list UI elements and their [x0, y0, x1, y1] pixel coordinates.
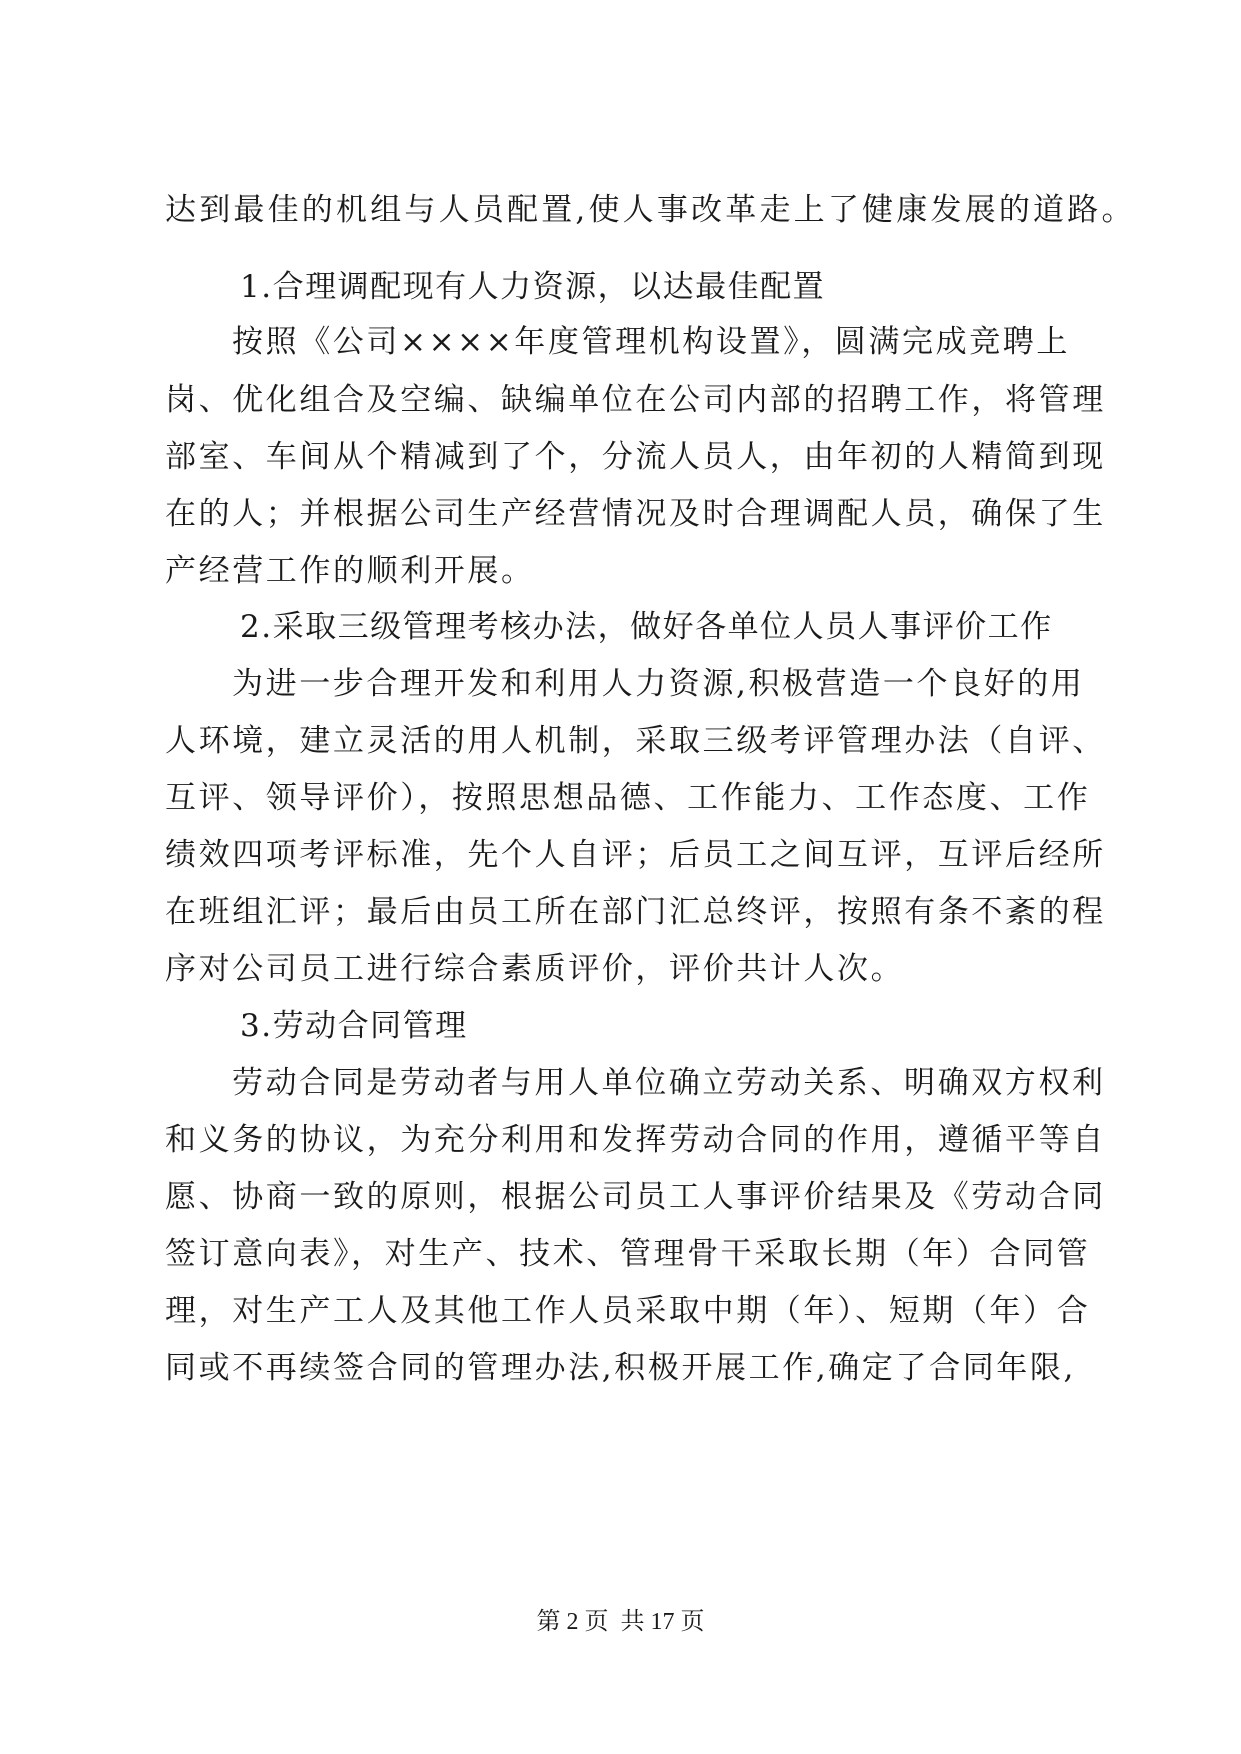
body-text-line: 达到最佳的机组与人员配置,使人事改革走上了健康发展的道路。 — [165, 192, 1136, 228]
page-total: 共 17 页 — [620, 1609, 705, 1635]
body-text-line: 绩效四项考评标准，先个人自评；后员工之间互评，互评后经所 — [165, 837, 1106, 873]
body-text-line: 在班组汇评；最后由员工所在部门汇总终评，按照有条不紊的程 — [165, 894, 1106, 930]
body-text-line: 同或不再续签合同的管理办法,积极开展工作,确定了合同年限, — [165, 1350, 1076, 1386]
body-text-line: 序对公司员工进行综合素质评价，评价共计人次。 — [165, 951, 905, 987]
section-heading: 3.劳动合同管理 — [240, 1008, 468, 1044]
body-text-line: 理，对生产工人及其他工作人员采取中期（年）、短期（年）合 — [165, 1293, 1091, 1329]
paragraph-first-line: 劳动合同是劳动者与用人单位确立劳动关系、明确双方权利 — [232, 1065, 1106, 1101]
paragraph-first-line: 为进一步合理开发和利用人力资源,积极营造一个良好的用 — [232, 666, 1085, 702]
page-number: 第 2 页 — [536, 1609, 609, 1635]
body-text-line: 产经营工作的顺利开展。 — [165, 553, 535, 589]
body-text-line: 互评、领导评价），按照思想品德、工作能力、工作态度、工作 — [165, 780, 1091, 816]
paragraph-first-line: 按照《公司××××年度管理机构设置》，圆满完成竞聘上 — [232, 324, 1070, 360]
body-text-line: 岗、优化组合及空编、缺编单位在公司内部的招聘工作，将管理 — [165, 382, 1106, 418]
body-text-line: 和义务的协议，为充分利用和发挥劳动合同的作用，遵循平等自 — [165, 1122, 1106, 1158]
page-footer — [0, 1607, 1241, 1637]
body-text-line: 签订意向表》，对生产、技术、管理骨干采取长期（年）合同管 — [165, 1236, 1091, 1272]
body-text-line: 部室、车间从个精减到了个，分流人员人，由年初的人精简到现 — [165, 439, 1106, 475]
section-heading: 1.合理调配现有人力资源，以达最佳配置 — [240, 269, 826, 305]
body-text-line: 愿、协商一致的原则，根据公司员工人事评价结果及《劳动合同 — [165, 1179, 1106, 1215]
section-heading: 2.采取三级管理考核办法，做好各单位人员人事评价工作 — [240, 609, 1053, 645]
body-text-line: 在的人；并根据公司生产经营情况及时合理调配人员，确保了生 — [165, 496, 1106, 532]
body-text-line: 人环境，建立灵活的用人机制，采取三级考评管理办法（自评、 — [165, 723, 1106, 759]
